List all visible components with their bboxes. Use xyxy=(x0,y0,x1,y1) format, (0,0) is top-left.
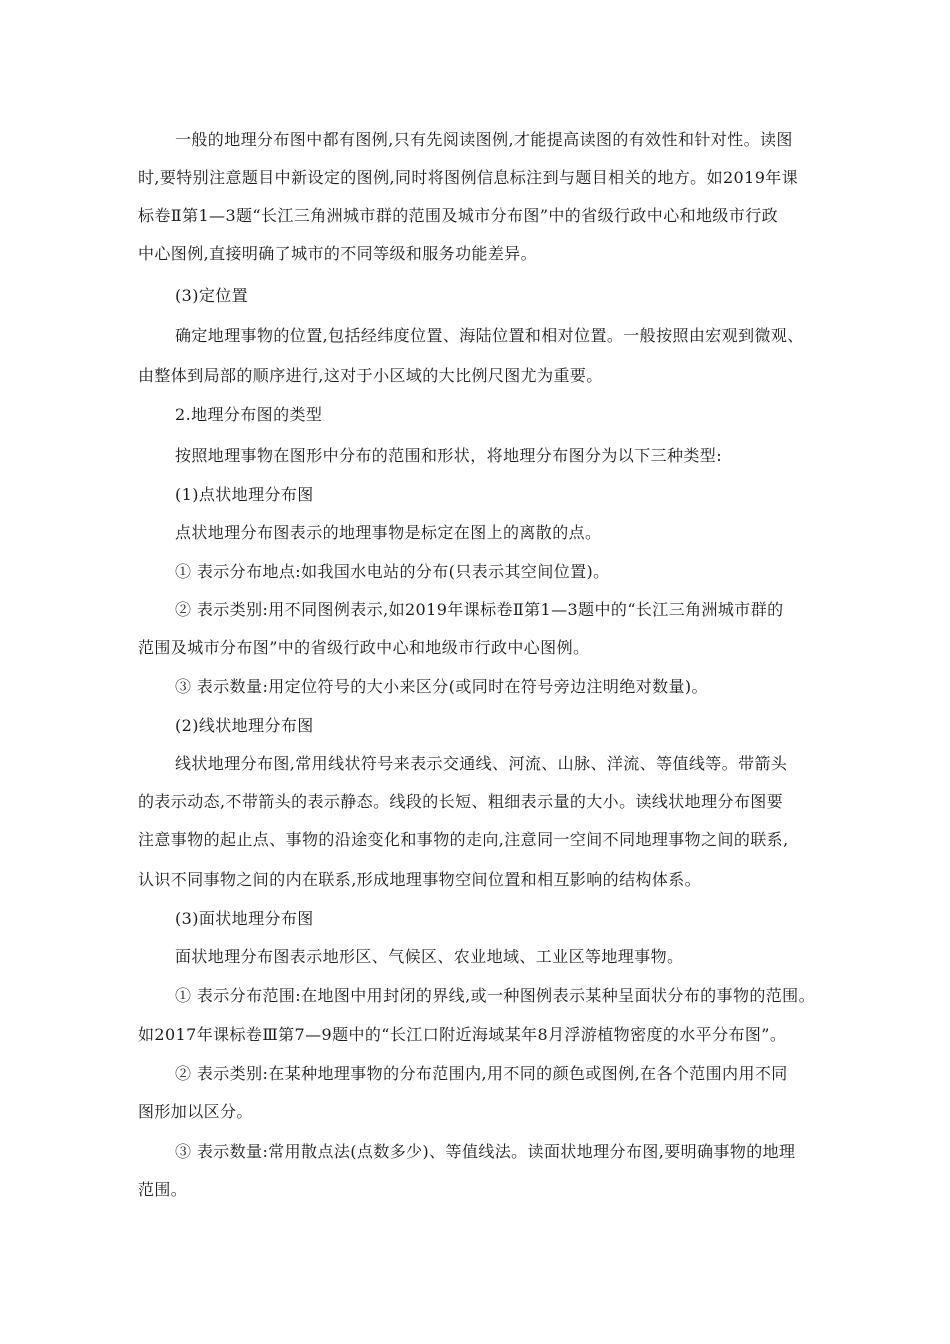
text-line: 线状地理分布图,常用线状符号来表示交通线、河流、山脉、洋流、等值线等。带箭头 xyxy=(175,754,788,773)
text-line: 的表示动态,不带箭头的表示静态。线段的长短、粗细表示量的大小。读线状地理分布图要 xyxy=(138,792,784,811)
list-item: ① 表示分布地点:如我国水电站的分布(只表示其空间位置)。 xyxy=(175,562,610,581)
text-line: 如2017年课标卷Ⅲ第7—9题中的“长江口附近海域某年8月浮游植物密度的水平分布图”。 xyxy=(138,1025,787,1044)
text-line: 时,要特别注意题目中新设定的图例,同时将图例信息标注到与题目相关的地方。如2019年课 xyxy=(138,168,799,187)
section-heading: (1)点状地理分布图 xyxy=(175,485,314,504)
list-item: ③ 表示数量:用定位符号的大小来区分(或同时在符号旁边注明绝对数量)。 xyxy=(175,677,708,696)
section-heading: (3)面状地理分布图 xyxy=(175,909,314,928)
text-line: 中心图例,直接明确了城市的不同等级和服务功能差异。 xyxy=(138,244,538,263)
text-line: 一般的地理分布图中都有图例,只有先阅读图例,才能提高读图的有效性和针对性。读图 xyxy=(175,130,793,149)
text-line: 面状地理分布图表示地形区、气候区、农业地域、工业区等地理事物。 xyxy=(175,947,684,966)
section-heading: (3)定位置 xyxy=(175,286,249,305)
text-line: 范围。 xyxy=(138,1180,188,1199)
text-line: 范围及城市分布图”中的省级行政中心和地级市行政中心图例。 xyxy=(138,638,590,657)
list-item: ③ 表示数量:常用散点法(点数多少)、等值线法。读面状地理分布图,要明确事物的地理 xyxy=(175,1142,796,1161)
list-item: ② 表示类别:用不同图例表示,如2019年课标卷Ⅱ第1—3题中的“长江三角洲城市群的 xyxy=(175,600,784,619)
section-heading: 2.地理分布图的类型 xyxy=(175,405,323,424)
text-line: 确定地理事物的位置,包括经纬度位置、海陆位置和相对位置。一般按照由宏观到微观、 xyxy=(175,326,804,345)
text-line: 图形加以区分。 xyxy=(138,1102,253,1121)
text-line: 标卷Ⅱ第1—3题“长江三角洲城市群的范围及城市分布图”中的省级行政中心和地级市行政 xyxy=(138,206,778,225)
section-heading: (2)线状地理分布图 xyxy=(175,716,314,735)
text-line: 注意事物的起止点、事物的沿途变化和事物的走向,注意同一空间不同地理事物之间的联系, xyxy=(138,830,789,849)
text-line: 认识不同事物之间的内在联系,形成地理事物空间位置和相互影响的结构体系。 xyxy=(138,870,702,889)
list-item: ② 表示类别:在某种地理事物的分布范围内,用不同的颜色或图例,在各个范围内用不同 xyxy=(175,1064,788,1083)
text-line: 按照地理事物在图形中分布的范围和形状，将地理分布图分为以下三种类型: xyxy=(175,446,722,465)
text-line: 点状地理分布图表示的地理事物是标定在图上的离散的点。 xyxy=(175,523,602,542)
text-line: 由整体到局部的顺序进行,这对于小区域的大比例尺图尤为重要。 xyxy=(138,366,603,385)
list-item: ① 表示分布范围:在地图中用封闭的界线,或一种图例表示某种呈面状分布的事物的范围。 xyxy=(175,986,815,1005)
